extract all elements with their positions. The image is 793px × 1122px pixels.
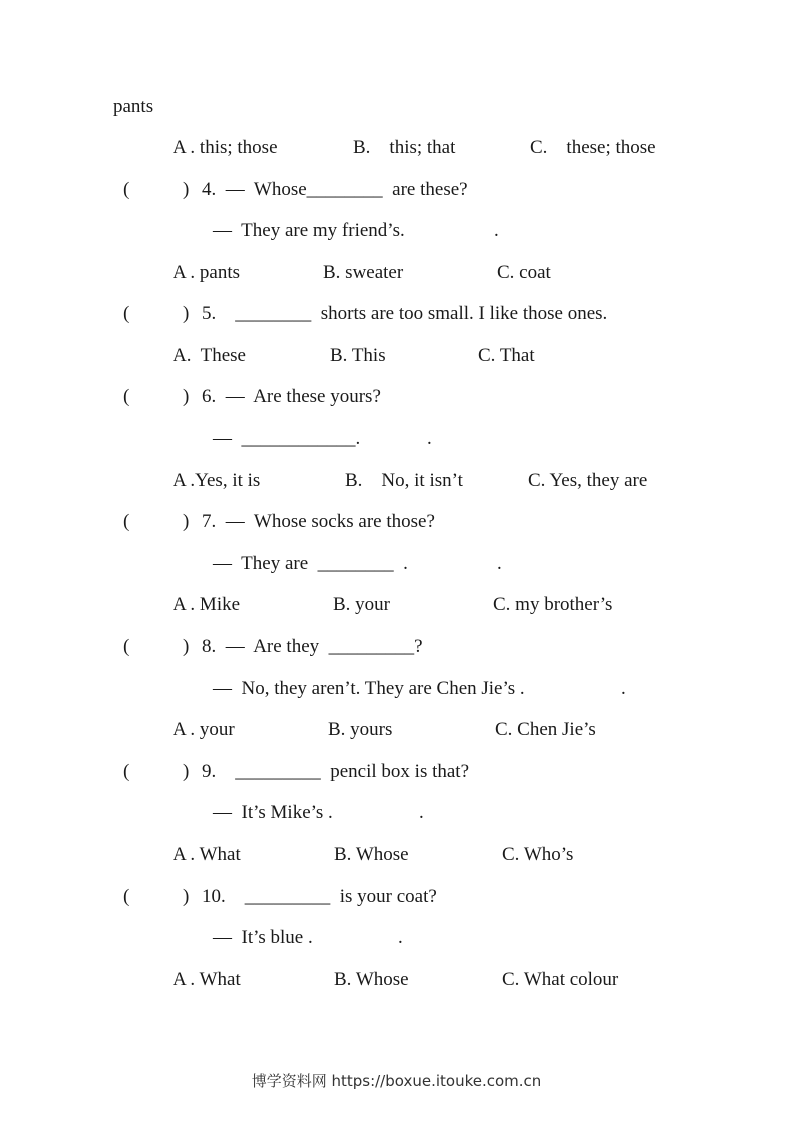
q8-option-c: C. Chen Jie’s (495, 719, 596, 740)
q3-option-a: A . this; those (173, 137, 278, 158)
q5-question: 5. ________ shorts are too small. I like those ones. (202, 303, 608, 324)
q9-question: 9. _________ pencil box is that? (202, 761, 470, 782)
q9-paren-open: ( (123, 761, 130, 782)
q6-answer-dot: . (427, 428, 432, 449)
q6-option-c: C. Yes, they are (528, 470, 648, 491)
q9-option-c: C. Who’s (502, 844, 574, 865)
q4-paren-open: ( (123, 179, 130, 200)
q8-option-b: B. yours (328, 719, 393, 740)
q10-question: 10. _________ is your coat? (202, 886, 437, 907)
q10-answer: — It’s blue . (213, 927, 313, 948)
q6-option-a: A .Yes, it is (173, 470, 261, 491)
q5-paren-open: ( (123, 303, 130, 324)
q5-option-a: A. These (173, 345, 246, 366)
q5-paren-close: ) (183, 303, 190, 324)
q10-option-a: A . What (173, 969, 241, 990)
q7-question: 7. — Whose socks are those? (202, 511, 435, 532)
q7-answer: — They are ________ . (213, 553, 408, 574)
page-footer: 博学资料网 https://boxue.itouke.com.cn (251, 1072, 542, 1090)
q10-option-c: C. What colour (502, 969, 619, 990)
q10-answer-dot: . (398, 927, 403, 948)
q9-answer-dot: . (419, 802, 424, 823)
q6-question: 6. — Are these yours? (202, 386, 381, 407)
q3-option-c: C. these; those (530, 137, 656, 158)
carryover-word: pants (113, 96, 154, 117)
q9-paren-close: ) (183, 761, 190, 782)
q5-option-b: B. This (330, 345, 386, 366)
q4-option-b: B. sweater (323, 262, 404, 283)
q10-paren-close: ) (183, 886, 190, 907)
q6-answer: — ____________. (213, 428, 361, 449)
q7-option-c: C. my brother’s (493, 594, 613, 615)
q6-paren-open: ( (123, 386, 130, 407)
q3-option-b: B. this; that (353, 137, 456, 158)
q4-answer: — They are my friend’s. (213, 220, 405, 241)
q9-option-b: B. Whose (334, 844, 409, 865)
q8-answer-dot: . (621, 678, 626, 699)
q8-option-a: A . your (173, 719, 235, 740)
q7-answer-dot: . (497, 553, 502, 574)
q9-option-a: A . What (173, 844, 241, 865)
q7-paren-close: ) (183, 511, 190, 532)
q4-paren-close: ) (183, 179, 190, 200)
q8-question: 8. — Are they _________? (202, 636, 423, 657)
q6-paren-close: ) (183, 386, 190, 407)
q8-paren-close: ) (183, 636, 190, 657)
q8-answer: — No, they aren’t. They are Chen Jie’s . (213, 678, 525, 699)
q4-answer-dot: . (494, 220, 499, 241)
q7-option-a: A . Mike (173, 594, 241, 615)
q4-option-c: C. coat (497, 262, 551, 283)
q7-option-b: B. your (333, 594, 390, 615)
q5-option-c: C. That (478, 345, 535, 366)
q10-option-b: B. Whose (334, 969, 409, 990)
q4-question: 4. — Whose________ are these? (202, 179, 468, 200)
q10-paren-open: ( (123, 886, 130, 907)
q6-option-b: B. No, it isn’t (345, 470, 463, 491)
q9-answer: — It’s Mike’s . (213, 802, 333, 823)
q8-paren-open: ( (123, 636, 130, 657)
q7-paren-open: ( (123, 511, 130, 532)
q4-option-a: A . pants (173, 262, 241, 283)
